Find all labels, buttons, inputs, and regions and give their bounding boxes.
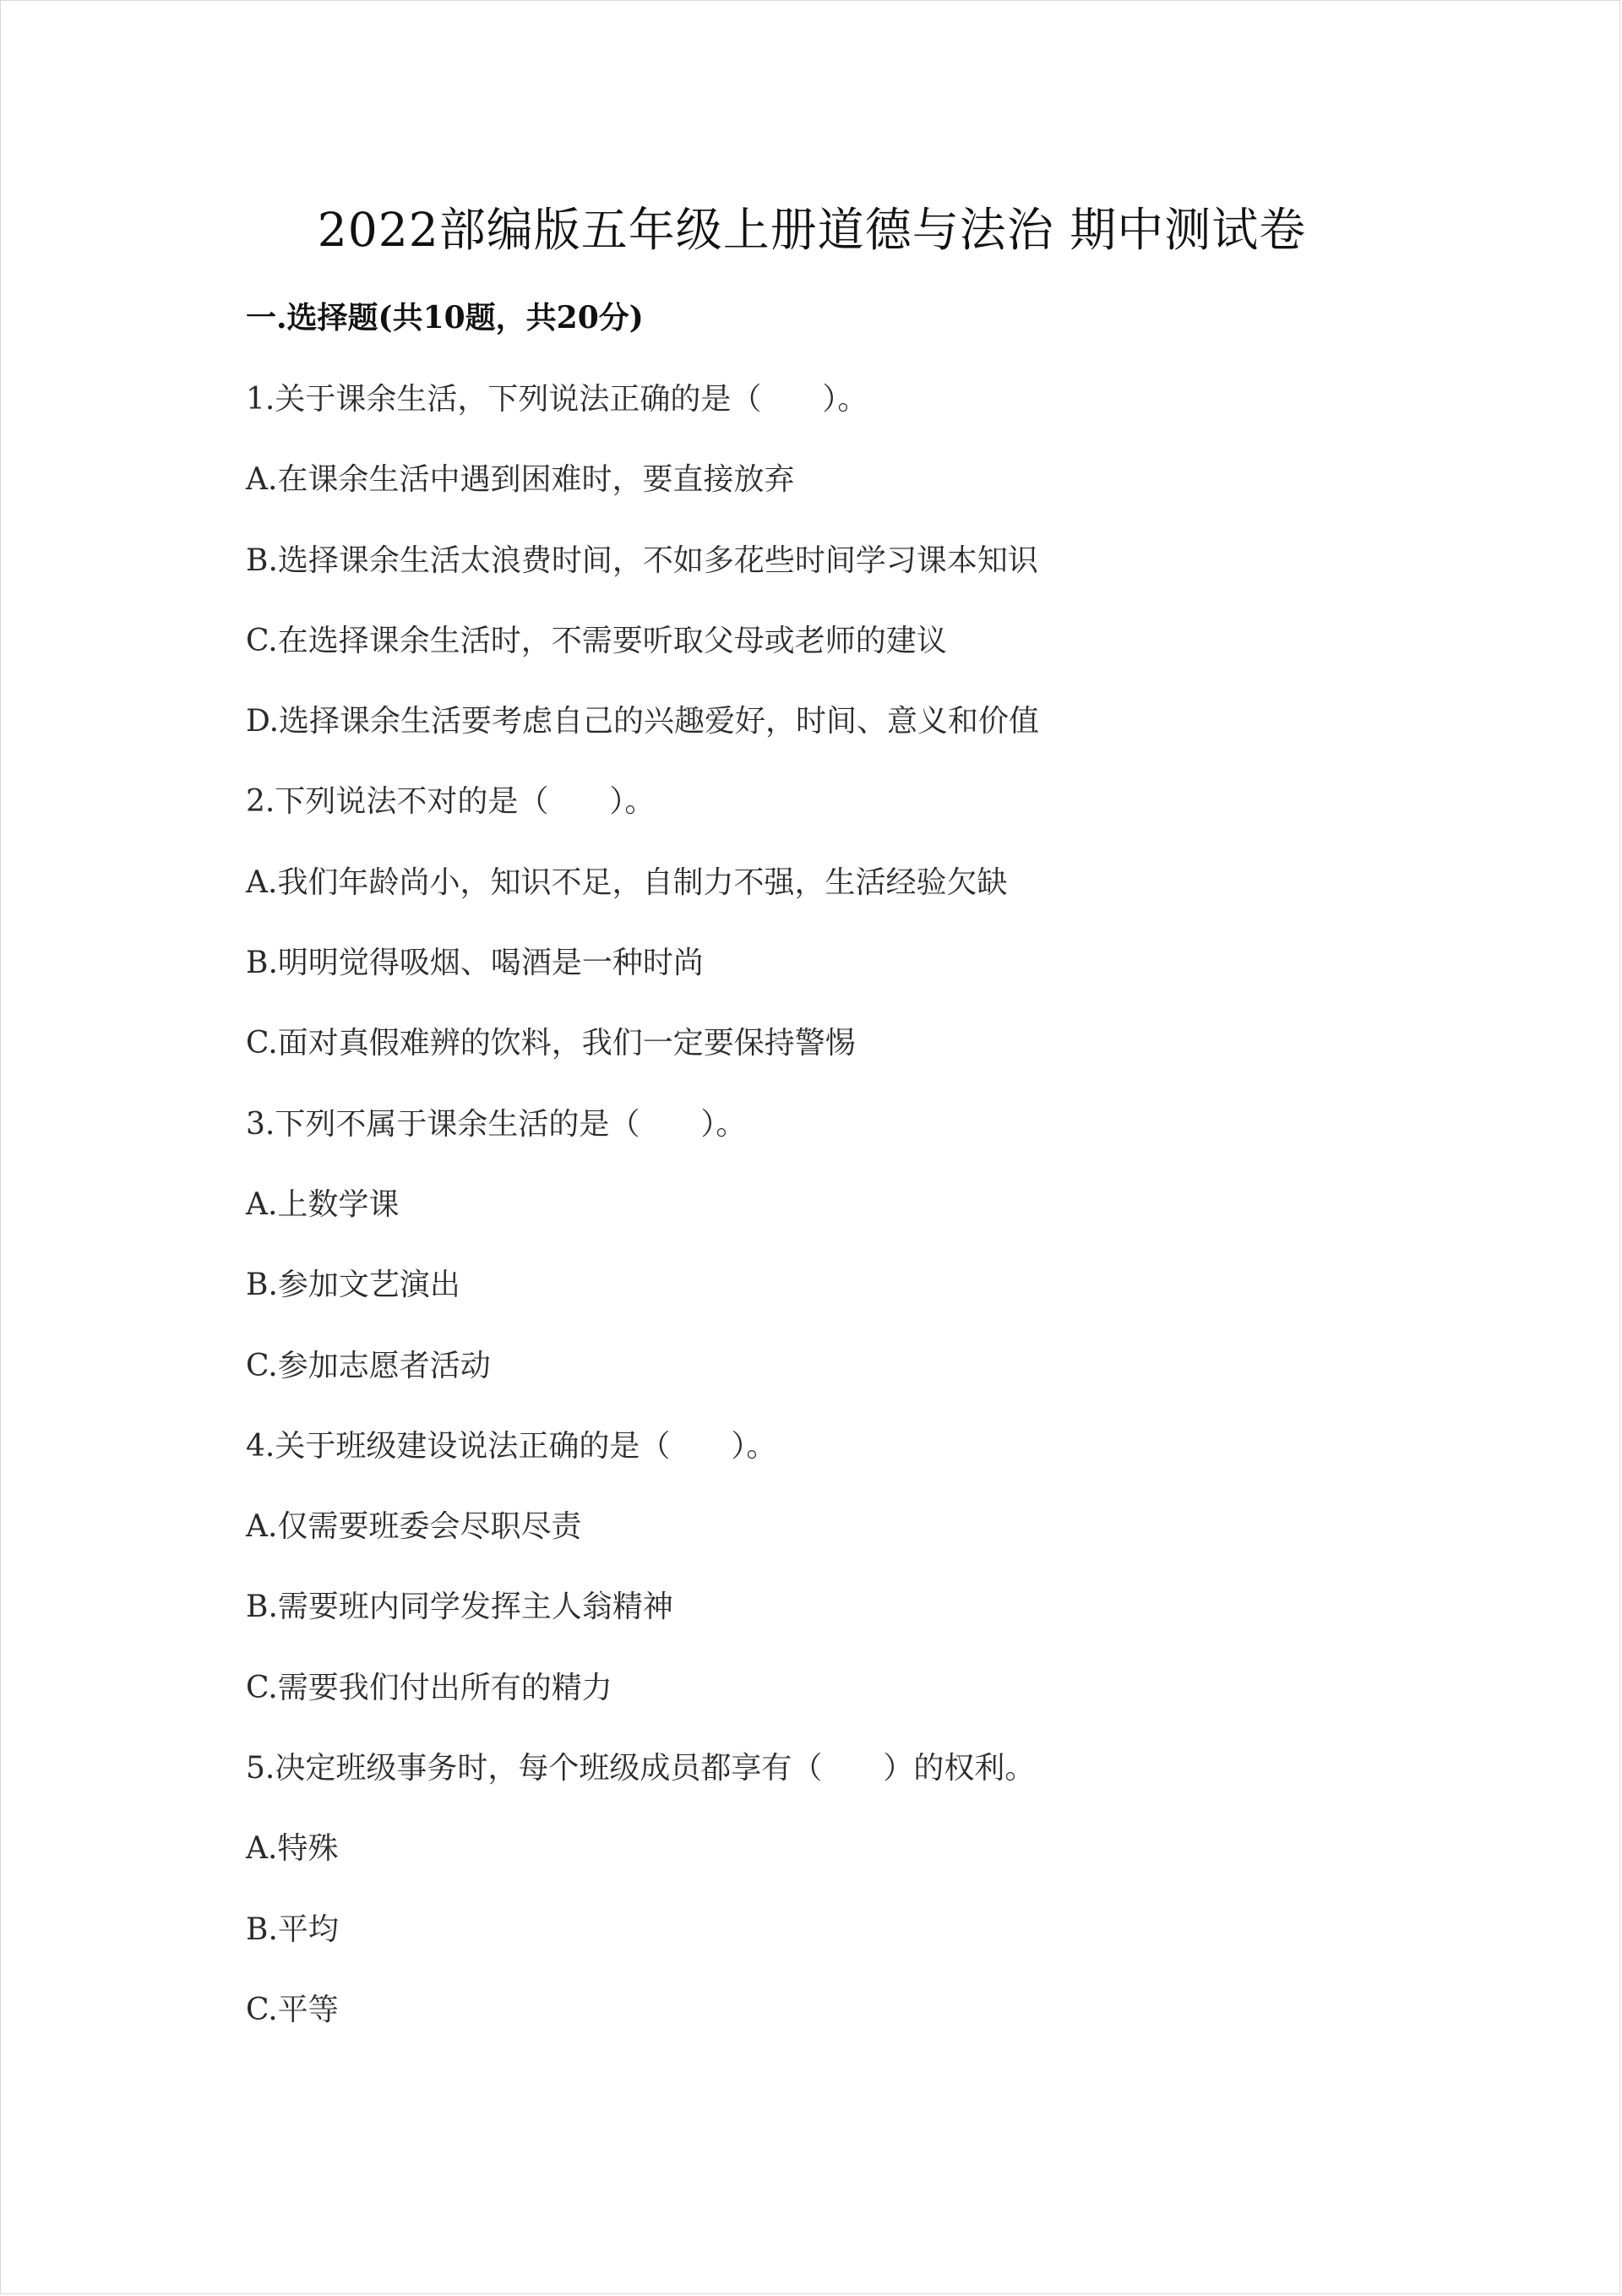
- question-5-stem: 5.决定班级事务时，每个班级成员都享有（ ）的权利。: [246, 1751, 1036, 1786]
- question-2-option-a: A.我们年龄尚小，知识不足，自制力不强，生活经验欠缺: [246, 864, 1008, 900]
- question-2-option-c: C.面对真假难辨的饮料，我们一定要保持警惕: [246, 1026, 856, 1061]
- question-2-option-b: B.明明觉得吸烟、喝酒是一种时尚: [246, 946, 704, 981]
- question-3-option-b: B.参加文艺演出: [246, 1268, 460, 1303]
- question-3-stem: 3.下列不属于课余生活的是（ ）。: [246, 1106, 747, 1142]
- question-4-stem: 4.关于班级建设说法正确的是（ ）。: [246, 1428, 777, 1464]
- question-list: [246, 379, 1429, 2070]
- question-4-option-a: A.仅需要班委会尽职尽责: [246, 1509, 582, 1545]
- question-4-option-c: C.需要我们付出所有的精力: [246, 1670, 612, 1705]
- question-3-option-c: C.参加志愿者活动: [246, 1348, 491, 1383]
- question-1-option-d: D.选择课余生活要考虑自己的兴趣爱好，时间、意义和价值: [246, 704, 1040, 739]
- question-5-option-a: A.特殊: [246, 1831, 339, 1867]
- question-1-option-a: A.在课余生活中遇到困难时，要直接放弃: [246, 462, 795, 498]
- question-5-option-b: B.平均: [246, 1912, 339, 1947]
- question-5-option-c: C.平等: [246, 1992, 339, 2027]
- question-1-option-b: B.选择课余生活太浪费时间，不如多花些时间学习课本知识: [246, 543, 1038, 578]
- question-1-stem: 1.关于课余生活，下列说法正确的是（ ）。: [246, 382, 868, 417]
- question-2-stem: 2.下列说法不对的是（ ）。: [246, 784, 656, 820]
- question-4-option-b: B.需要班内同学发挥主人翁精神: [246, 1590, 673, 1625]
- question-3-option-a: A.上数学课: [246, 1186, 400, 1222]
- document-title: 2022部编版五年级上册道德与法治 期中测试卷: [317, 203, 1307, 257]
- question-1-option-c: C.在选择课余生活时，不需要听取父母或老师的建议: [246, 623, 947, 658]
- section-heading: 一.选择题(共10题，共20分): [246, 300, 644, 335]
